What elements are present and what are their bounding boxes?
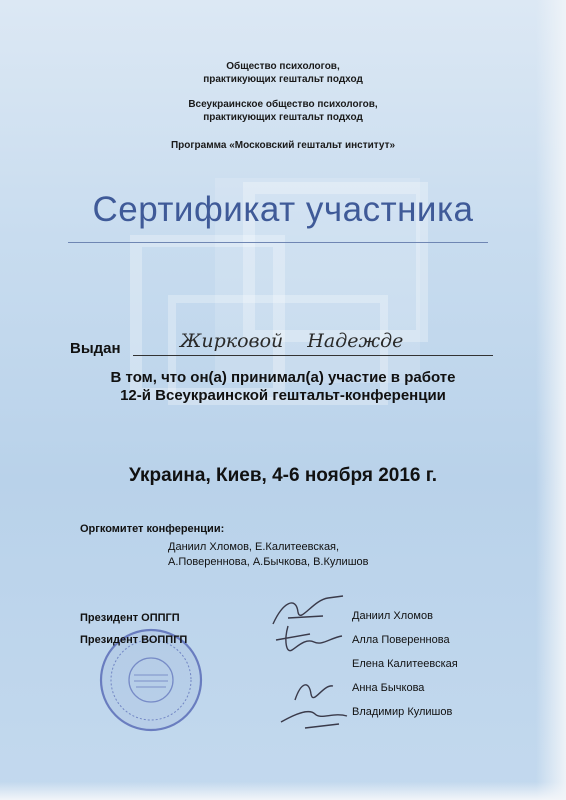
signer-name-1: Даниил Хломов — [352, 610, 433, 622]
president-label-2: Президент ВОППГП — [80, 634, 188, 646]
committee-label: Оргкомитет конференции: — [80, 523, 225, 535]
paper-edge-bottom — [0, 782, 566, 800]
organizer-3: Программа «Московский гештальт институт» — [170, 140, 396, 151]
place-date: Украина, Киев, 4-6 ноября 2016 г. — [128, 465, 438, 486]
recipient-line — [133, 355, 493, 356]
committee-line-2: А.Поверенновa, А.Бычкова, В.Кулишов — [168, 556, 369, 568]
issued-label: Выдан — [70, 340, 121, 357]
signer-name-3: Елена Калитеевская — [352, 658, 458, 670]
signature-2 — [270, 620, 350, 660]
signer-name-2: Алла Поверенновa — [352, 634, 450, 646]
recipient-name: Жирковой Надежде — [180, 330, 404, 352]
president-label-1: Президент ОППГП — [80, 612, 180, 624]
committee-line-1: Даниил Хломов, Е.Калитеевская, — [168, 541, 340, 553]
participation-text: В том, что он(а) принимал(а) участие в работе 12-й Всеукраинской гештальт-конференции — [110, 369, 456, 404]
organizer-2: Всеукраинское общество психологов, практикующих гештальт подход — [188, 99, 378, 123]
certificate-title: Сертификат участника — [92, 190, 474, 229]
signer-name-4: Анна Бычкова — [352, 682, 425, 694]
signer-name-5: Владимир Кулишов — [352, 706, 453, 718]
title-underline — [68, 242, 488, 243]
organizer-1: Общество психологов, практикующих гештальт подход — [203, 61, 363, 85]
signature-3 — [275, 672, 355, 732]
